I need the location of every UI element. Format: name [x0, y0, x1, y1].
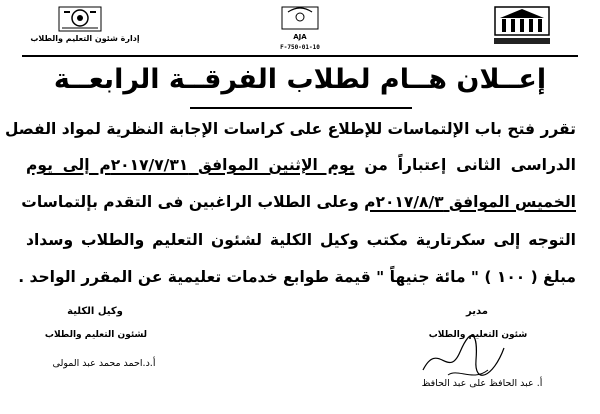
vice-dean-subtitle: لشئون التعليم والطلاب — [44, 330, 148, 340]
body-line-2 — [26, 156, 576, 174]
body-line-2-start: الدراسى الثانى إعتباراً من — [354, 156, 576, 174]
handwritten-signature-icon — [418, 330, 508, 385]
vice-dean-name: أ.د.احمد محمد عبد المولى — [52, 358, 156, 369]
vice-dean-title: وكيل الكلية — [67, 306, 123, 317]
emblem-base — [494, 38, 550, 44]
brand-label: AJA — [293, 33, 307, 41]
body-line-1: تقرر فتح باب الإلتماسات للإطلاع على كراسات الإجابة النظرية لمواد الفصل — [4, 120, 576, 138]
body-line-4: التوجه إلى سكرتارية مكتب وكيل الكلية لشئون التعليم والطلاب وسداد — [26, 231, 576, 249]
university-emblem-icon — [58, 6, 102, 32]
header-divider — [22, 55, 578, 57]
faculty-building-icon — [494, 6, 550, 36]
director-name: أ. عبد الحافظ على عبد الحافظ — [421, 378, 543, 389]
director-subtitle: شئون التعليم والطلاب — [428, 330, 528, 340]
date-range-start: يوم الإثنين الموافق ٢٠١٧/٧/٣١م إلى يوم — [26, 156, 355, 174]
body-line-5: مبلغ ( ١٠٠ ) " مائة جنيهاً " قيمة طوابع خدمات تعليمية عن المقرر الواحد . — [18, 268, 576, 286]
page-title: إعــلان هــام لطلاب الفرقــة الرابعــة — [53, 64, 547, 95]
body-line-3 — [21, 193, 576, 211]
title-underline — [190, 107, 412, 109]
body-line-3-end: وعلى الطلاب الراغبين فى التقدم بإلتماسات — [21, 193, 365, 211]
director-title: مدير — [466, 306, 488, 317]
aja-logo-icon — [280, 6, 320, 32]
form-code: F-750-01-10 — [280, 44, 320, 51]
date-range-end: الخميس الموافق ٢٠١٧/٨/٣م — [364, 193, 576, 211]
org-name: إدارة شئون التعليم والطلاب — [30, 34, 140, 43]
